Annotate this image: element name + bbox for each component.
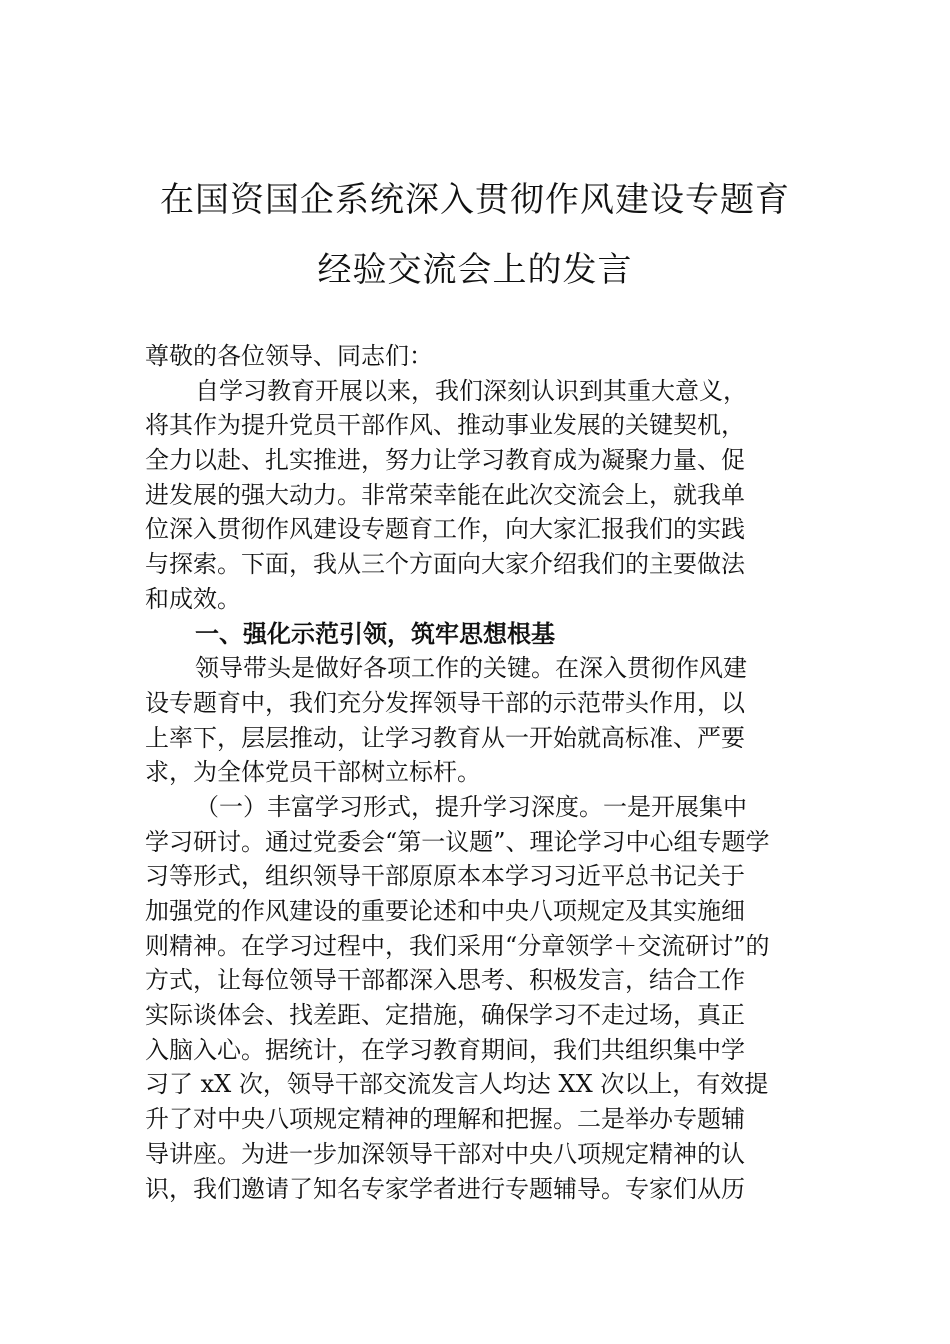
paragraph-line: 识，我们邀请了知名专家学者进行专题辅导。专家们从历 (145, 1174, 745, 1203)
paragraph-line: 实际谈体会、找差距、定措施，确保学习不走过场，真正 (145, 1001, 745, 1030)
paragraph-line: 位深入贯彻作风建设专题育工作，向大家汇报我们的实践 (145, 515, 745, 544)
paragraph-line: 与探索。下面，我从三个方面向大家介绍我们的主要做法 (145, 550, 745, 579)
paragraph-line: 领导带头是做好各项工作的关键。在深入贯彻作风建 (195, 654, 747, 683)
paragraph-line: 入脑入心。据统计，在学习教育期间，我们共组织集中学 (145, 1035, 745, 1064)
paragraph-line: 全力以赴、扎实推进，努力让学习教育成为凝聚力量、促 (145, 446, 745, 475)
document-title-line-1: 在国资国企系统深入贯彻作风建设专题育 (160, 180, 790, 220)
section-heading: 一、强化示范引领，筑牢思想根基 (195, 619, 555, 648)
document-body (145, 339, 810, 1206)
paragraph-line: 习了 xX 次，领导干部交流发言人均达 XX 次以上，有效提 (145, 1070, 769, 1099)
paragraph-line: 习等形式，组织领导干部原原本本学习习近平总书记关于 (145, 862, 745, 891)
paragraph-line: 求，为全体党员干部树立标杆。 (145, 758, 481, 787)
paragraph-line: 设专题育中，我们充分发挥领导干部的示范带头作用，以 (145, 688, 745, 717)
paragraph-line: 学习研讨。通过党委会“第一议题”、理论学习中心组专题学 (145, 827, 770, 856)
salutation: 尊敬的各位领导、同志们： (145, 342, 433, 370)
paragraph-line: 导讲座。为进一步加深领导干部对中央八项规定精神的认 (145, 1139, 745, 1168)
paragraph-line: 和成效。 (145, 584, 241, 613)
document-title-line-2: 经验交流会上的发言 (317, 250, 633, 290)
paragraph-line: 方式，让每位领导干部都深入思考、积极发言，结合工作 (145, 966, 745, 995)
paragraph-line: 进发展的强大动力。非常荣幸能在此次交流会上，就我单 (145, 480, 745, 509)
paragraph-line: 则精神。在学习过程中，我们采用“分章领学＋交流研讨”的 (145, 931, 770, 960)
paragraph-line: 加强党的作风建设的重要论述和中央八项规定及其实施细 (145, 897, 745, 925)
paragraph-line: 将其作为提升党员干部作风、推动事业发展的关键契机， (145, 411, 745, 440)
paragraph-line: 上率下，层层推动，让学习教育从一开始就高标准、严要 (145, 723, 745, 752)
paragraph-line: 升了对中央八项规定精神的理解和把握。二是举办专题辅 (145, 1105, 745, 1134)
paragraph-line: 自学习教育开展以来，我们深刻认识到其重大意义， (195, 376, 747, 405)
subsection-line: （一）丰富学习形式，提升学习深度。一是开展集中 (195, 792, 747, 821)
